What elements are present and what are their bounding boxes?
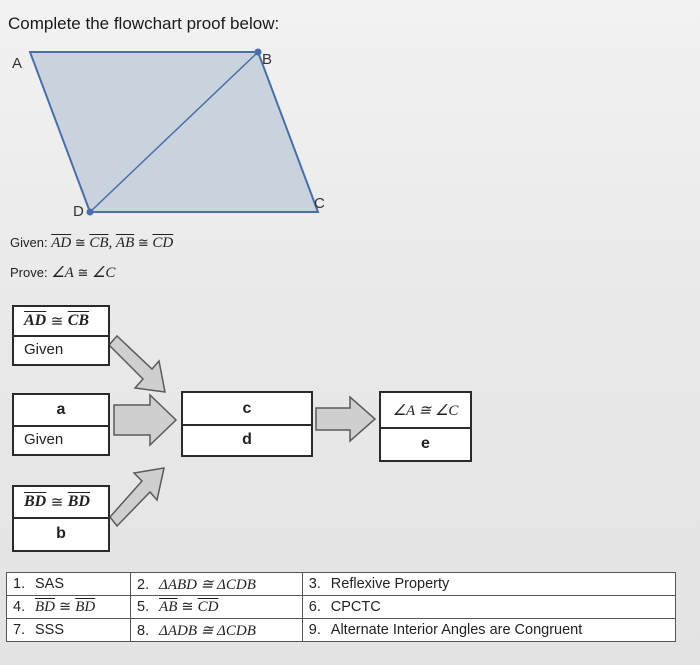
vertex-d-label: D — [73, 203, 84, 220]
bank-option[interactable]: 7. SSS — [7, 619, 131, 642]
given-segment: $\overline{CD}$ — [152, 235, 174, 251]
prove-angle: ∠C — [91, 265, 116, 281]
table-row — [7, 619, 676, 642]
vertex-a-label: A — [12, 55, 23, 72]
box-reason: Given — [24, 431, 64, 448]
bank-option[interactable]: 5. $\overline{AB}$ ≅ $\overline{CD}$ — [131, 596, 303, 619]
bank-option[interactable]: 6. CPCTC — [302, 596, 675, 619]
bank-option[interactable]: 4. $\overline{BD}$ ≅ $\overline{BD}$ — [7, 596, 131, 619]
box-statement: $\overline{BD}$ ≅ $\overline{BD}$ — [14, 487, 108, 519]
congruent-symbol: ≅ — [74, 235, 86, 250]
given-segment: $\overline{AB}$ — [115, 235, 135, 251]
prove-angle: ∠A — [51, 265, 74, 281]
blank-c[interactable]: c — [183, 393, 311, 426]
congruent-symbol: ≅ — [137, 235, 149, 250]
blank-b[interactable]: b — [56, 524, 66, 542]
answer-bank-table — [6, 572, 676, 642]
congruent-symbol: ≅ — [77, 265, 89, 280]
flow-box-a — [12, 393, 110, 456]
flow-box-bd-bd — [12, 485, 110, 552]
page-title: Complete the flowchart proof below: — [8, 14, 280, 33]
arrow-icon — [114, 395, 176, 445]
table-row — [7, 596, 676, 619]
bank-option[interactable]: 9. Alternate Interior Angles are Congruent — [302, 619, 675, 642]
separator: , — [108, 235, 113, 251]
bank-option[interactable]: 8. ΔADB ≅ ΔCDB — [131, 619, 303, 642]
blank-d[interactable]: d — [242, 430, 252, 448]
bank-option[interactable]: 1. SAS — [7, 573, 131, 596]
table-row — [7, 573, 676, 596]
arrow-icon — [316, 397, 375, 441]
bank-option[interactable]: 3. Reflexive Property — [302, 573, 675, 596]
given-segment: $\overline{CB}$ — [89, 235, 109, 251]
vertex-b-label: B — [262, 51, 273, 68]
given-label: Given: — [10, 235, 48, 250]
prove-label: Prove: — [10, 265, 48, 280]
box-reason: Given — [24, 341, 64, 358]
vertex-c-label: C — [314, 195, 325, 212]
blank-e[interactable]: e — [421, 434, 430, 452]
bank-option[interactable]: 2. ΔABD ≅ ΔCDB — [131, 573, 303, 596]
given-segment: $\overline{AD}$ — [51, 235, 72, 251]
box-statement: ∠A ≅ ∠C — [381, 393, 470, 429]
flow-box-conclusion — [379, 391, 472, 462]
arrow-icon — [109, 336, 165, 392]
blank-a[interactable]: a — [14, 395, 108, 427]
flow-box-c-d — [181, 391, 313, 457]
arrow-icon — [110, 468, 164, 526]
box-statement: $\overline{AD}$ ≅ $\overline{CB}$ — [14, 307, 108, 337]
flow-box-given-ad-cb — [12, 305, 110, 366]
